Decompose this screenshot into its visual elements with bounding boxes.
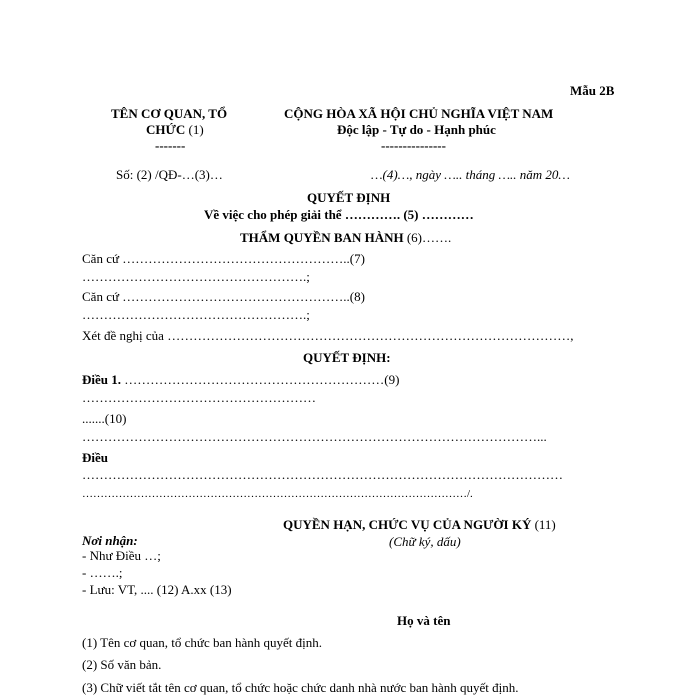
recipient-item: - Lưu: VT, .... (12) A.xx (13)	[82, 582, 232, 597]
article-10-line2: ……………………………………………………………………………………………...	[82, 429, 547, 444]
signer-name: Họ và tên	[397, 613, 451, 628]
footnote-3: (3) Chữ viết tắt tên cơ quan, tổ chức hoặc chức danh nhà nước ban hành quyết định.	[82, 680, 519, 695]
footnote-1: (1) Tên cơ quan, tổ chức ban hành quyết định.	[82, 635, 323, 650]
article-1-line2: ………………………………………………	[82, 390, 316, 405]
article-10-line1: .......(10)	[82, 411, 127, 426]
basis-1-line1: Căn cứ ……………………………………………..(7)	[82, 251, 365, 266]
agency-note: (1)	[188, 122, 204, 137]
signature-hint: (Chữ ký, dấu)	[389, 534, 461, 549]
agency-name-line2-wrap	[146, 123, 204, 136]
proposal-line: Xét đề nghị của …………………………………………………………………………………,	[82, 328, 574, 343]
issuing-authority-note: (6)…….	[406, 230, 452, 245]
signer-note: (11)	[534, 517, 556, 532]
article-1	[82, 373, 399, 386]
recipient-item: - …….;	[82, 565, 123, 580]
article-last-label: Điều	[82, 450, 108, 465]
agency-name-line1: TÊN CƠ QUAN, TỔ	[111, 106, 228, 121]
footnote-2: (2) Số văn bản.	[82, 657, 162, 672]
article-1-label: Điều 1.	[82, 372, 121, 387]
country-name: CỘNG HÒA XÃ HỘI CHỦ NGHĨA VIỆT NAM	[284, 106, 554, 121]
signer-title: QUYỀN HẠN, CHỨC VỤ CỦA NGƯỜI KÝ	[283, 517, 532, 532]
basis-2-line2: …………………………………………….;	[82, 307, 310, 322]
decides-heading: QUYẾT ĐỊNH:	[303, 350, 391, 365]
issuing-authority	[240, 231, 451, 244]
document-number: Số: (2) /QĐ-…(3)…	[116, 167, 223, 182]
decision-subject: Về việc cho phép giải thể …………. (5) …………	[204, 207, 474, 222]
article-1-text: ……………………………………………………(9)	[124, 372, 400, 387]
recipients-label: Nơi nhận:	[82, 533, 138, 548]
motto-dashes: ---------------	[381, 138, 446, 153]
agency-name-line2: CHỨC	[146, 122, 186, 137]
issuing-authority-title: THẨM QUYỀN BAN HÀNH	[240, 230, 404, 245]
form-code: Mẫu 2B	[570, 83, 615, 98]
national-motto: Độc lập - Tự do - Hạnh phúc	[337, 122, 496, 137]
decision-title: QUYẾT ĐỊNH	[307, 190, 391, 205]
article-last-line1: …………………………………………………………………………………………………	[82, 467, 563, 482]
basis-1-line2: …………………………………………….;	[82, 269, 310, 284]
recipient-item: - Như Điều …;	[82, 548, 161, 563]
article-last-line2: ……………………………………………………………………………………………/.	[82, 488, 473, 500]
signer-title-block	[283, 518, 556, 531]
agency-dashes: -------	[155, 138, 186, 153]
basis-2-line1: Căn cứ ……………………………………………..(8)	[82, 289, 365, 304]
place-date: …(4)…, ngày ….. tháng ….. năm 20…	[371, 167, 570, 182]
